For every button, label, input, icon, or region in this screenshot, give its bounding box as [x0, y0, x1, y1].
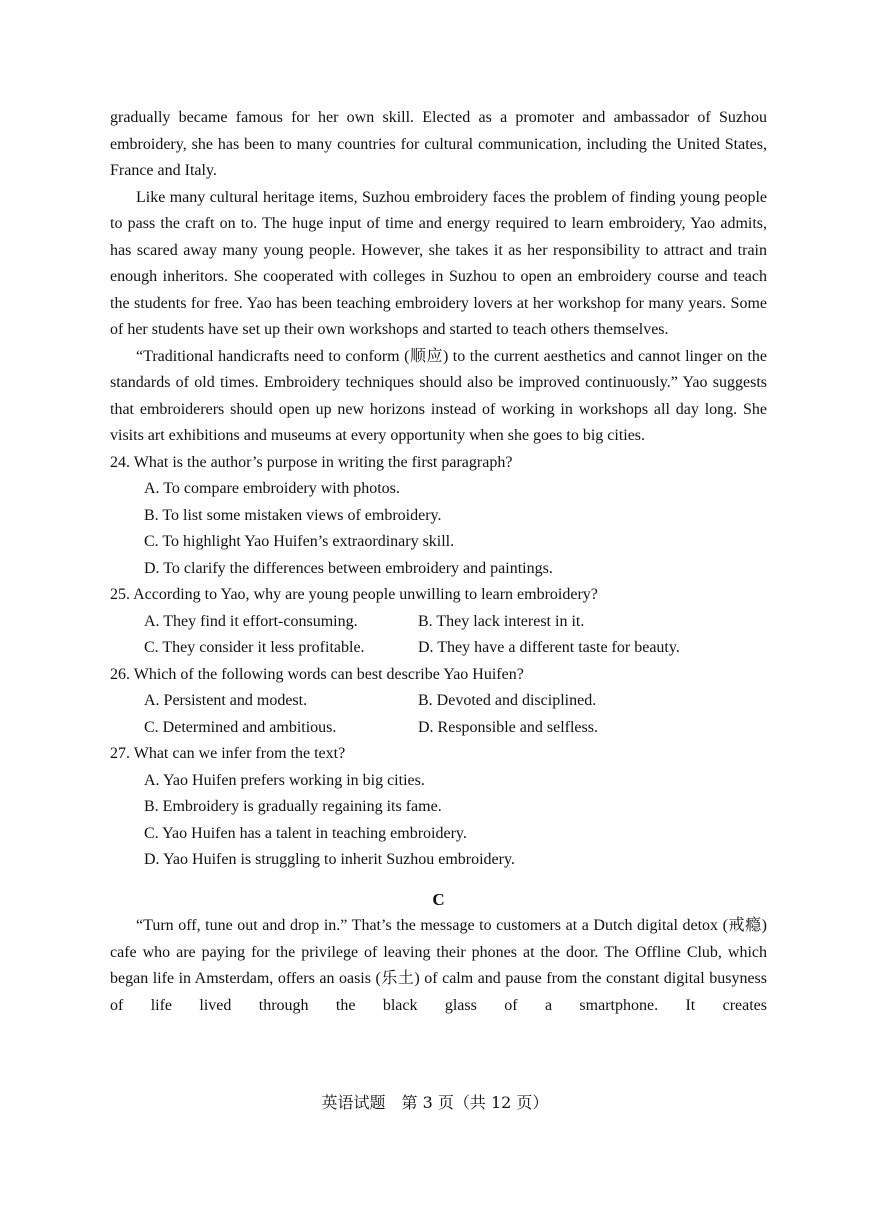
question-25-stem: 25. According to Yao, why are young people unwilling to learn embroidery? [110, 586, 598, 603]
question-24-option-d: D. To clarify the differences between embroidery and paintings. [144, 559, 553, 577]
question-26-option-d: D. Responsible and selfless. [418, 718, 598, 736]
question-25-option-c: C. They consider it less profitable. [144, 639, 365, 656]
question-26-stem: 26. Which of the following words can best describe Yao Huifen? [110, 665, 524, 683]
question-24-stem: 24. What is the author’s purpose in writing the first paragraph? [110, 453, 513, 471]
page-footer: 英语试题 第 3 页（共 12 页） [321, 1093, 549, 1112]
question-27-option-d: D. Yao Huifen is struggling to inherit Suzhou embroidery. [144, 851, 515, 868]
question-27-stem: 27. What can we infer from the text? [110, 745, 346, 762]
question-25-option-d: D. They have a different taste for beauty. [418, 639, 680, 656]
question-24 [110, 450, 767, 583]
section-c-heading: C [432, 889, 445, 909]
passage-b-paragraph-2: Like many cultural heritage items, Suzhou embroidery faces the problem of finding young people to pass the craft on to. The huge input of time and energy required to learn embroidery, Yao admits, has scared away many young people. However, she takes it as her responsibility to attract and train enough inheritors. She cooperated with colleges in Suzhou to open an embroidery course and teach the students for free. Yao has been teaching embroidery lovers at her workshop for many years. Some of her students have set up their own workshops and started to teach others themselves. [110, 188, 767, 338]
question-25-options-row-1 [110, 609, 767, 636]
question-24-option-b: B. To list some mistaken views of embroidery. [144, 506, 442, 524]
question-27 [110, 741, 767, 874]
passage-b-paragraph-3: “Traditional handicrafts need to conform (顺应) to the current aesthetics and cannot linger on the standards of old times. Embroidery techniques should also be improved continuously.” Yao suggests that embroiderers should open up new horizons instead of working in workshops all day long. She visits art exhibitions and museums at every opportunity when she goes to big cities. [110, 347, 767, 444]
question-27-option-b: B. Embroidery is gradually regaining its fame. [144, 798, 442, 815]
exam-page [110, 105, 767, 1019]
question-24-option-c: C. To highlight Yao Huifen’s extraordinary skill. [144, 533, 455, 550]
passage-c-paragraph-1: “Turn off, tune out and drop in.” That’s the message to customers at a Dutch digital detox (戒瘾) cafe who are paying for the privilege of leaving their phones at the door. The Offline Club, which began life in Amsterdam, offers an oasis (乐土) of calm and pause from the constant digital busyness of life lived through the black glass of a smartphone. It creates [110, 917, 767, 1014]
passage-b-paragraph-1: gradually became famous for her own skill. Elected as a promoter and ambassador of Suzhou embroidery, she has been to many countries for cultural communication, including the United States, France and Italy. [110, 109, 767, 179]
question-25-options-row-2 [110, 635, 767, 662]
question-25-option-b: B. They lack interest in it. [418, 612, 585, 630]
question-24-option-a: A. To compare embroidery with photos. [144, 480, 400, 497]
question-25 [110, 582, 767, 662]
question-26-options-row-2 [110, 715, 767, 742]
question-26-option-c: C. Determined and ambitious. [144, 718, 337, 736]
question-27-option-c: C. Yao Huifen has a talent in teaching embroidery. [144, 824, 467, 842]
question-25-option-a: A. They find it effort-consuming. [144, 612, 358, 630]
question-26-option-a: A. Persistent and modest. [144, 692, 308, 709]
question-26-options-row-1 [110, 688, 767, 715]
question-26-option-b: B. Devoted and disciplined. [418, 692, 597, 709]
question-26 [110, 662, 767, 742]
question-27-option-a: A. Yao Huifen prefers working in big cities. [144, 771, 425, 789]
